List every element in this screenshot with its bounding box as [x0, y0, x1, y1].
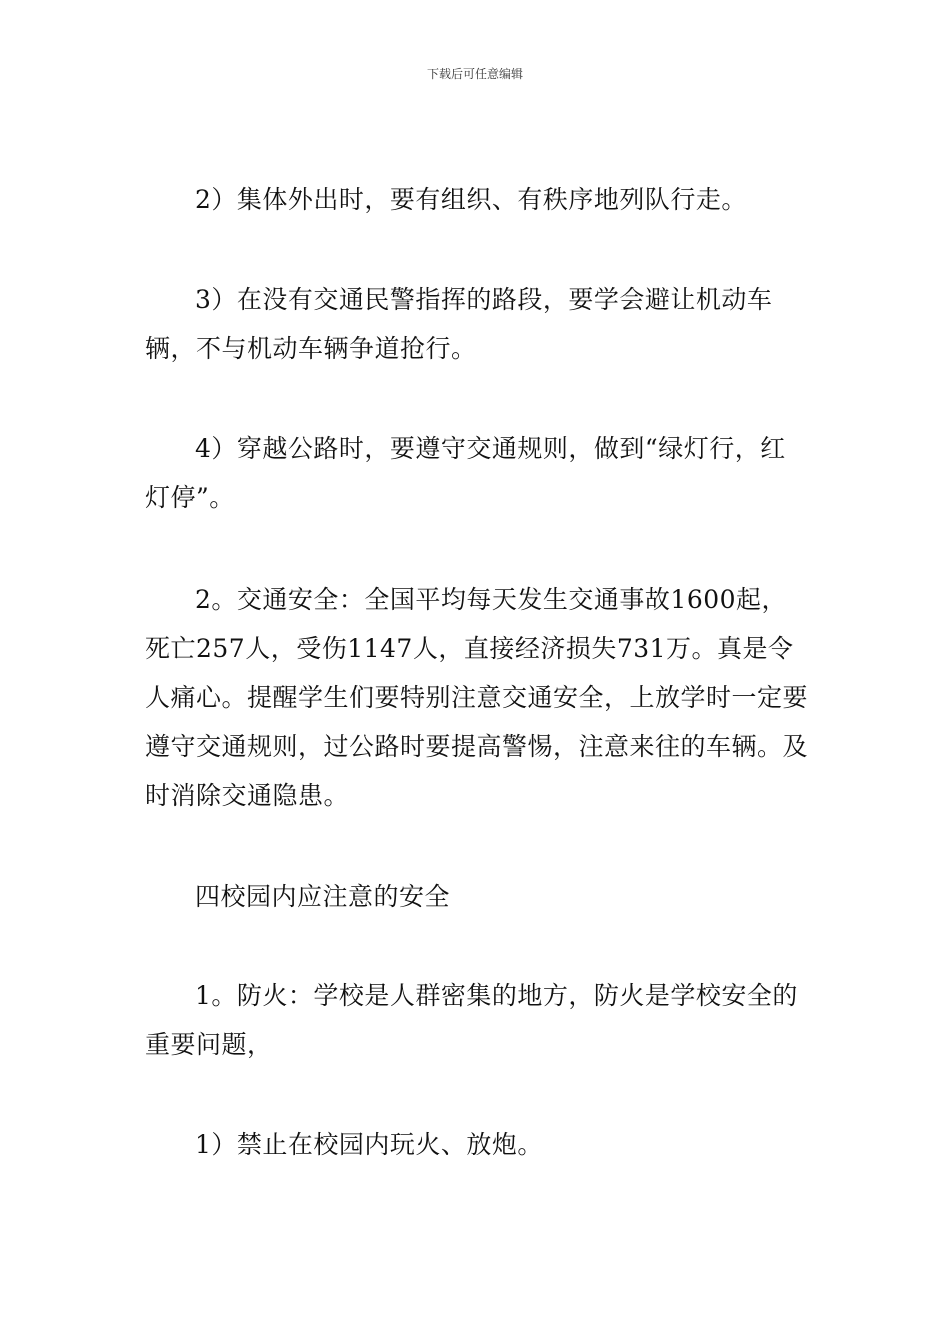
paragraph-yield-vehicles: 3）在没有交通民警指挥的路段，要学会避让机动车辆，不与机动车辆争道抢行。	[145, 285, 773, 363]
paragraph-group-outing: 2）集体外出时，要有组织、有秩序地列队行走。	[195, 185, 747, 214]
paragraph-traffic-safety: 2。交通安全：全国平均每天发生交通事故1600起，死亡257人，受伤1147人，直接经济损失731万。真是令人痛心。提醒学生们要特别注意交通安全，上放学时一定要遵守交通规则，过公路时要提高警惕，注意来往的车辆。及时消除交通隐患。	[145, 585, 809, 810]
section-heading-campus-safety: 四校园内应注意的安全	[195, 882, 451, 911]
paragraph-no-fireworks: 1）禁止在校园内玩火、放炮。	[195, 1130, 543, 1159]
paragraph-crossing-road: 4）穿越公路时，要遵守交通规则，做到“绿灯行，红灯停”。	[145, 434, 786, 512]
page-header: 下载后可任意编辑	[426, 67, 523, 81]
paragraph-fire-prevention: 1。防火：学校是人群密集的地方，防火是学校安全的重要问题，	[145, 981, 798, 1059]
